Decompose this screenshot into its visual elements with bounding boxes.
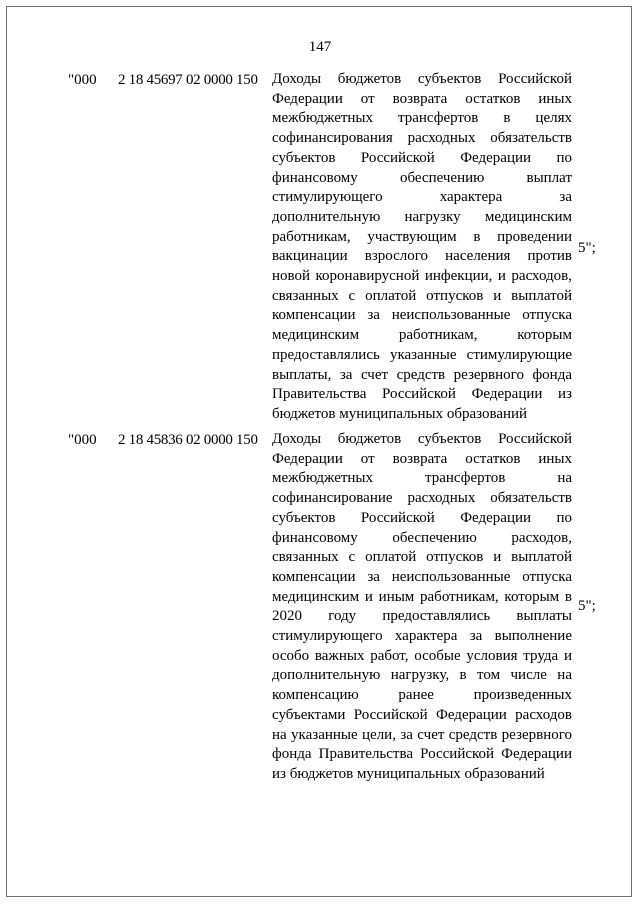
row-description: Доходы бюджетов субъектов Российской Федерации от возврата остатков иных межбюджетных трансфертов на софинансирование расходных обязательств субъектов Российской Федерации по финансовому обеспечению расходов, связанных с оплатой отпусков и выплатой компенсации за неиспользованные отпуска медицинским и иным работникам, которым в 2020 году предоставлялись выплаты стимулирующего характера за выполнение особо важных работ, особые условия труда и дополнительную нагрузку, в том числе на компенсацию ранее произведенных субъектами Российской Федерации расходов на указанные цели, за счет средств резервного фонда Правительства Российской Федерации из бюджетов муниципальных образований [272, 431, 572, 782]
row-code-prefix: "000 [68, 72, 97, 88]
row-amount: 5"; [578, 598, 596, 614]
row-code-prefix: "000 [68, 432, 97, 448]
row-budget-code: 2 18 45697 02 0000 150 [118, 72, 258, 88]
page-number: 147 [308, 39, 332, 55]
row-amount: 5"; [578, 240, 596, 256]
row-description: Доходы бюджетов субъектов Российской Федерации от возврата остатков иных межбюджетных трансфертов в целях софинансирования расходных обязательств субъектов Российской Федерации по финансовому обеспечению выплат стимулирующего характера за дополнительную нагрузку медицинским работникам, участвующим в проведении вакцинации взрослого населения против новой коронавирусной инфекции, и расходов, связанных с оплатой отпусков и выплатой компенсации за неиспользованные отпуска медицинским работникам, которым предоставлялись указанные стимулирующие выплаты, за счет средств резервного фонда Правительства Российской Федерации из бюджетов муниципальных образований [272, 71, 572, 422]
row-budget-code: 2 18 45836 02 0000 150 [118, 432, 258, 448]
